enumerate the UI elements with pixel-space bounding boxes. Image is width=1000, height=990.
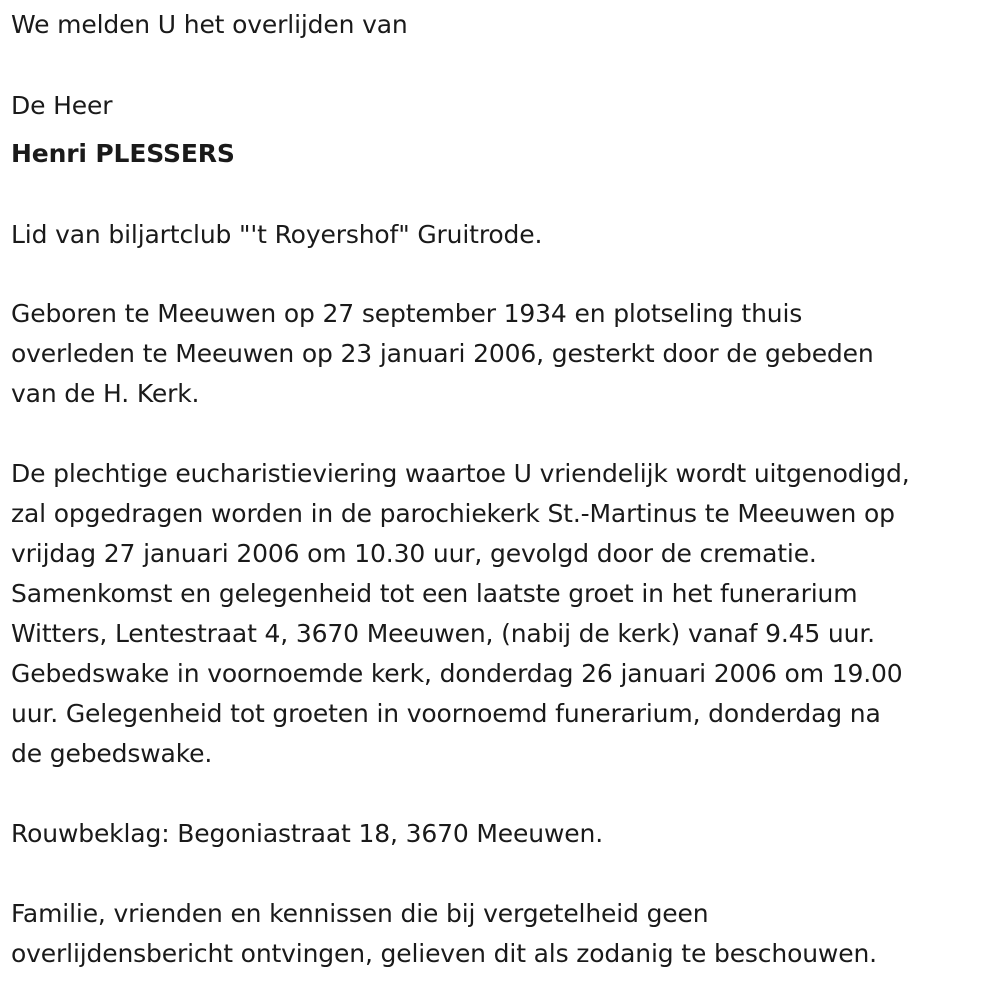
ceremony-line-6: Gebedswake in voornoemde kerk, donderdag 26 januari 2006 om 19.00 (11, 659, 903, 688)
condolence-address: Rouwbeklag: Begoniastraat 18, 3670 Meeuwen. (11, 819, 603, 848)
birth-death-line-3: van de H. Kerk. (11, 379, 200, 408)
ceremony-line-7: uur. Gelegenheid tot groeten in voornoemd funerarium, donderdag na (11, 699, 881, 728)
intro-text: We melden U het overlijden van (11, 10, 408, 39)
ceremony-line-8: de gebedswake. (11, 739, 213, 768)
ceremony-line-4: Samenkomst en gelegenheid tot een laatste groet in het funerarium (11, 579, 858, 608)
birth-death-line-2: overleden te Meeuwen op 23 januari 2006, gesterkt door de gebeden (11, 339, 874, 368)
ceremony-line-3: vrijdag 27 januari 2006 om 10.30 uur, gevolgd door de crematie. (11, 539, 817, 568)
salutation: De Heer (11, 91, 113, 120)
ceremony-line-5: Witters, Lentestraat 4, 3670 Meeuwen, (nabij de kerk) vanaf 9.45 uur. (11, 619, 875, 648)
closing-line-1: Familie, vrienden en kennissen die bij vergetelheid geen (11, 899, 709, 928)
closing-line-2: overlijdensbericht ontvingen, gelieven dit als zodanig te beschouwen. (11, 939, 877, 968)
ceremony-line-1: De plechtige eucharistieviering waartoe U vriendelijk wordt uitgenodigd, (11, 459, 910, 488)
birth-death-line-1: Geboren te Meeuwen op 27 september 1934 en plotseling thuis (11, 299, 803, 328)
deceased-name: Henri PLESSERS (11, 139, 235, 168)
membership-text: Lid van biljartclub "'t Royershof" Gruitrode. (11, 220, 543, 249)
ceremony-line-2: zal opgedragen worden in de parochiekerk St.-Martinus te Meeuwen op (11, 499, 895, 528)
